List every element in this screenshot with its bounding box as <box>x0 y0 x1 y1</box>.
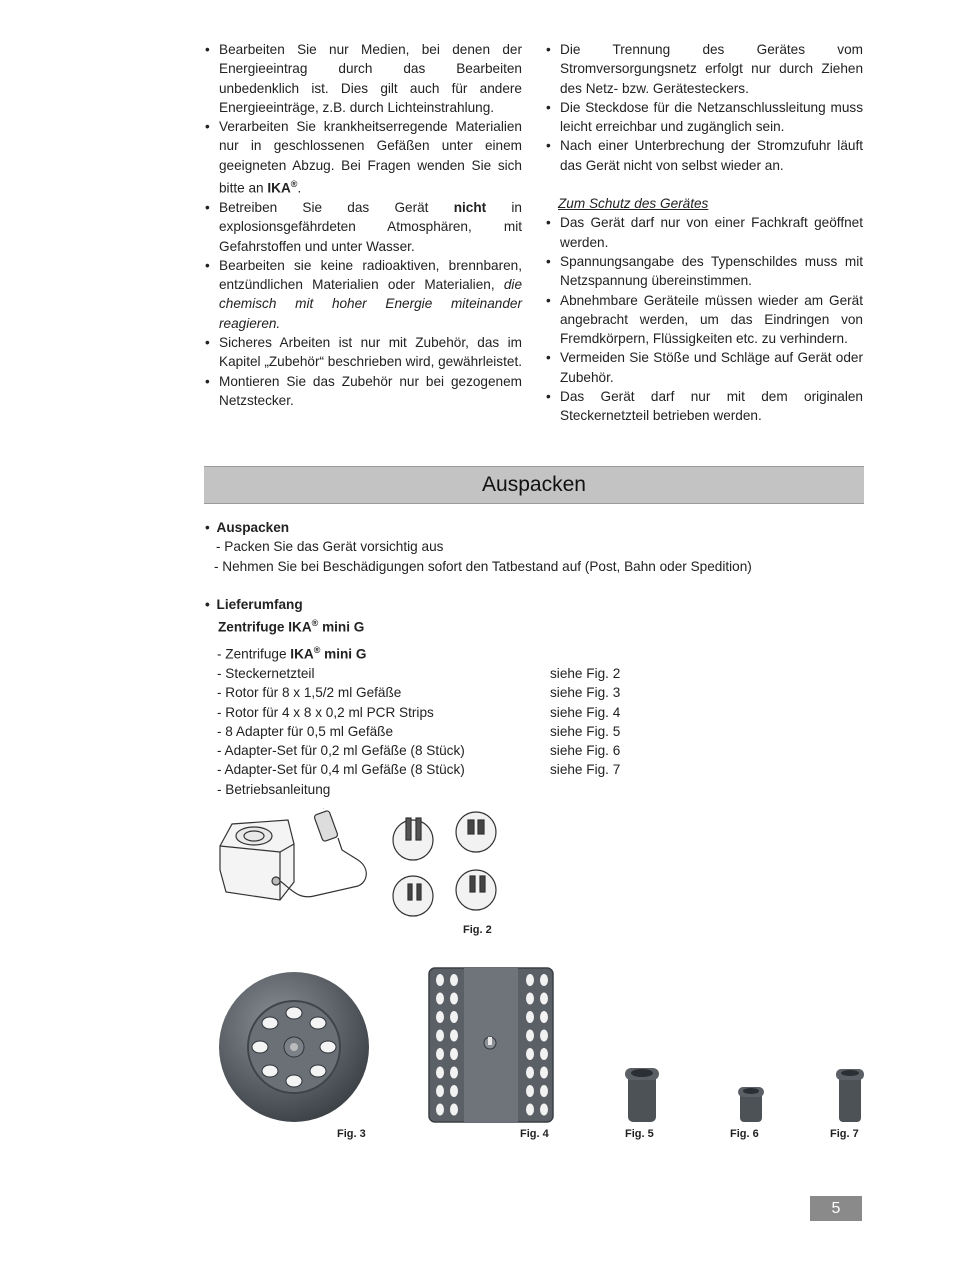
auspacken-line-2: - Nehmen Sie bei Beschädigungen sofort den Tatbestand auf (Post, Bahn oder Spedition) <box>214 558 752 574</box>
section-banner <box>204 466 864 504</box>
delivery-item <box>217 664 864 683</box>
delivery-item-ref: siehe Fig. 6 <box>550 743 621 759</box>
bullet: • <box>205 334 210 350</box>
bullet: • <box>205 597 210 612</box>
pcr-well <box>450 1030 458 1042</box>
pcr-well <box>450 1104 458 1116</box>
pcr-well <box>450 1085 458 1097</box>
pcr-well <box>526 1067 534 1079</box>
pcr-well <box>526 1085 534 1097</box>
pcr-well <box>436 1104 444 1116</box>
pcr-well <box>450 1048 458 1060</box>
rotor-8-place-illustration <box>218 970 372 1124</box>
safety-item: • Sicheres Arbeiten ist nur mit Zubehör, das im Kapitel „Zubehör“ beschrieben wird, gewährleistet. <box>204 333 522 372</box>
safety-item: • Die Steckdose für die Netzanschlussleitung muss leicht erreichbar und zugänglich sein. <box>545 98 863 137</box>
safety-item: • Nach einer Unterbrechung der Stromzufuhr läuft das Gerät nicht von selbst wieder an. <box>545 136 863 175</box>
left-column <box>204 40 522 410</box>
delivery-item <box>217 703 864 722</box>
pcr-well <box>526 1030 534 1042</box>
delivery-item-label: - Betriebsanleitung <box>217 781 331 797</box>
bullet: • <box>546 253 551 269</box>
page-number: 5 <box>810 1196 862 1221</box>
pcr-well <box>540 1011 548 1023</box>
pcr-well <box>436 1048 444 1060</box>
delivery-item-ref: siehe Fig. 3 <box>550 685 621 701</box>
pcr-well <box>436 1011 444 1023</box>
banner-title: Auspacken <box>482 473 586 496</box>
safety-item: • Die Trennung des Gerätes vom Stromversorgungsnetz erfolgt nur durch Ziehen des Netz- bzw. Gerätesteckers. <box>545 40 863 98</box>
lieferumfang-section <box>204 595 864 799</box>
pcr-well <box>540 1104 548 1116</box>
pcr-well <box>540 974 548 986</box>
adapter-02ml-illustration <box>737 1086 765 1124</box>
power-supply-illustration <box>218 808 508 928</box>
pcr-well <box>450 993 458 1005</box>
fig-4-label: Fig. 4 <box>520 1128 549 1140</box>
adapter-04ml-illustration <box>835 1068 865 1124</box>
device-protection-item: • Das Gerät darf nur von einer Fachkraft geöffnet werden. <box>545 213 863 252</box>
lieferumfang-subheading: Zentrifuge IKA® mini G <box>218 618 365 635</box>
pcr-well <box>526 993 534 1005</box>
pcr-well <box>450 1011 458 1023</box>
adapter-05ml-illustration <box>624 1066 660 1124</box>
bullet: • <box>205 119 210 135</box>
right-column <box>545 40 863 426</box>
bullet: • <box>546 99 551 115</box>
safety-item: • Verarbeiten Sie krankheitserregende Materialien nur in geschlossenen Gefäßen unter einem geeigneten Abzug. Bei Fragen wenden Sie sich bitte an IKA®. <box>204 117 522 198</box>
delivery-item <box>217 760 864 779</box>
pcr-well <box>540 1085 548 1097</box>
delivery-item-label: - Adapter-Set für 0,2 ml Gefäße (8 Stück) <box>217 743 465 759</box>
pcr-rotor-illustration <box>428 966 556 1124</box>
pcr-well <box>436 993 444 1005</box>
delivery-item <box>217 741 864 760</box>
fig-3-label: Fig. 3 <box>337 1128 366 1140</box>
delivery-item-ref: siehe Fig. 2 <box>550 665 621 681</box>
delivery-item-label: - Steckernetzteil <box>217 665 315 681</box>
delivery-item-label: - Adapter-Set für 0,4 ml Gefäße (8 Stück) <box>217 762 465 778</box>
bullet: • <box>205 199 210 215</box>
delivery-item <box>217 722 864 741</box>
bullet: • <box>205 520 210 535</box>
pcr-well <box>436 974 444 986</box>
delivery-item-label: - Rotor für 4 x 8 x 0,2 ml PCR Strips <box>217 704 434 720</box>
pcr-well <box>526 1104 534 1116</box>
safety-item: • Betreiben Sie das Gerät nicht in explosionsgefährdeten Atmosphären, mit Gefahrstoffen und unter Wasser. <box>204 198 522 256</box>
delivery-item-ref: siehe Fig. 7 <box>550 762 621 778</box>
auspacken-line-1: - Packen Sie das Gerät vorsichtig aus <box>216 539 444 555</box>
bullet: • <box>546 292 551 308</box>
pcr-well <box>436 1085 444 1097</box>
bullet: • <box>205 257 210 273</box>
lieferumfang-first-item: - Zentrifuge IKA® mini G <box>217 645 367 662</box>
pcr-well <box>540 1030 548 1042</box>
pcr-well <box>540 993 548 1005</box>
auspacken-section <box>204 518 864 576</box>
pcr-well <box>450 974 458 986</box>
fig-2-label: Fig. 2 <box>463 924 492 936</box>
safety-item: • Bearbeiten sie keine radioaktiven, brennbaren, entzündlichen Materialien oder Materialien, die chemisch mit hoher Energie miteinander reagieren. <box>204 256 522 333</box>
fig-5-label: Fig. 5 <box>625 1128 654 1140</box>
delivery-item-label: - 8 Adapter für 0,5 ml Gefäße <box>217 723 394 739</box>
bullet: • <box>546 215 551 231</box>
section-heading-schutz: Zum Schutz des Gerätes <box>558 196 709 212</box>
delivery-item <box>217 780 864 799</box>
bullet: • <box>546 350 551 366</box>
bullet: • <box>546 389 551 405</box>
pcr-well <box>526 1048 534 1060</box>
pcr-well <box>450 1067 458 1079</box>
fig-7-label: Fig. 7 <box>830 1128 859 1140</box>
device-protection-item: • Das Gerät darf nur mit dem originalen Steckernetzteil betrieben werden. <box>545 387 863 426</box>
device-protection-item: • Abnehmbare Geräteile müssen wieder am Gerät angebracht werden, um das Eindringen von Fremdkörpern, Flüssigkeiten etc. zu verhindern. <box>545 291 863 349</box>
bullet: • <box>205 42 210 57</box>
bullet: • <box>205 373 210 389</box>
device-protection-item: • Spannungsangabe des Typenschildes muss mit Netzspannung übereinstimmen. <box>545 252 863 291</box>
delivery-item-ref: siehe Fig. 5 <box>550 723 621 739</box>
delivery-item <box>217 683 864 702</box>
safety-item: • Bearbeiten Sie nur Medien, bei denen der Energieeintrag durch das Bearbeiten unbedenklich ist. Dies gilt auch für andere Energieeinträge, z.B. durch Lichteinstrahlung. <box>204 40 522 117</box>
pcr-well <box>436 1067 444 1079</box>
pcr-well <box>540 1048 548 1060</box>
safety-item: • Montieren Sie das Zubehör nur bei gezogenem Netzstecker. <box>204 372 522 411</box>
pcr-well <box>436 1030 444 1042</box>
pcr-well <box>540 1067 548 1079</box>
fig-6-label: Fig. 6 <box>730 1128 759 1140</box>
device-protection-item: • Vermeiden Sie Stöße und Schläge auf Gerät oder Zubehör. <box>545 348 863 387</box>
lieferumfang-heading: Lieferumfang <box>216 597 303 612</box>
bullet: • <box>546 138 551 154</box>
bullet: • <box>546 42 551 57</box>
pcr-well <box>526 974 534 986</box>
delivery-item-ref: siehe Fig. 4 <box>550 704 621 720</box>
pcr-well <box>526 1011 534 1023</box>
auspacken-heading: Auspacken <box>216 520 290 535</box>
delivery-item-label: - Rotor für 8 x 1,5/2 ml Gefäße <box>217 685 402 701</box>
